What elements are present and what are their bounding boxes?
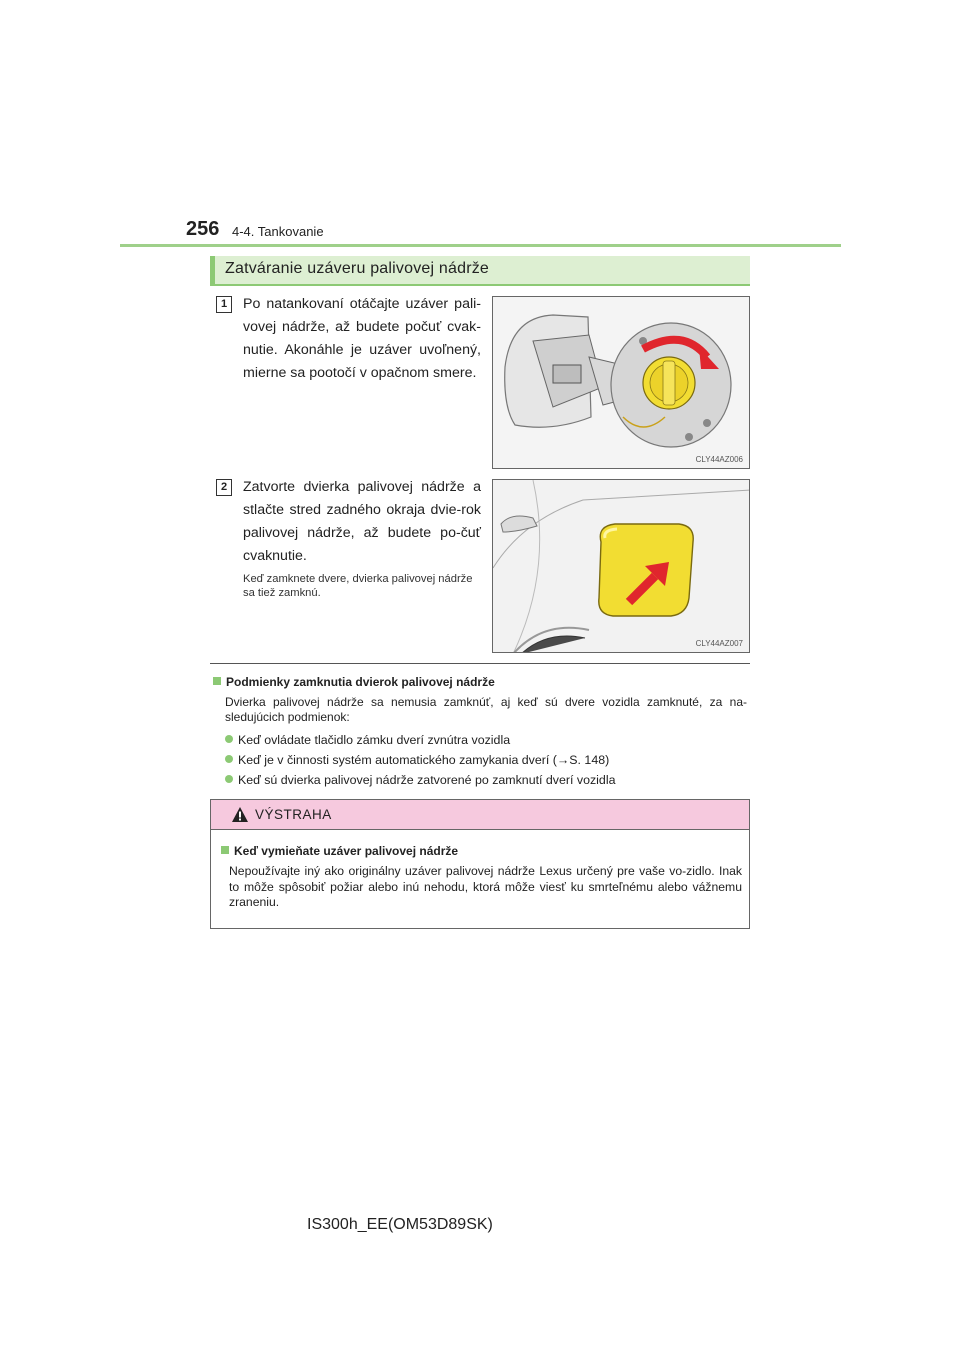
square-bullet-icon [213,677,221,685]
warning-subtitle-text: Keď vymieňate uzáver palivovej nádrže [234,844,459,858]
conditions-title-text: Podmienky zamknutia dvierok palivovej nádrže [226,675,495,689]
warning-triangle-icon [231,806,249,823]
step-2-badge: 2 [216,479,232,496]
conditions-bullet-text: Keď sú dvierka palivovej nádrže zatvorené po zamknutí dverí vozidla [238,773,616,787]
page-number: 256 [186,218,220,240]
conditions-bullet-text: Keď je v činnosti systém automatického zamykania dverí (→S. 148) [238,753,610,767]
conditions-bullet [225,773,615,787]
conditions-bullet-text: Keď ovládate tlačidlo zámku dverí zvnútra vozidla [238,733,511,747]
warning-box [210,799,750,929]
step-1-badge: 1 [216,296,232,313]
section-divider [210,663,750,664]
section-title: Zatváranie uzáveru palivovej nádrže [225,260,490,277]
warning-subtitle [221,844,458,858]
figure-fuel-door-close [492,479,750,653]
figure-2-code: CLY44AZ007 [695,639,743,648]
conditions-title [213,675,495,689]
figure-1-code: CLY44AZ006 [695,455,743,464]
warning-label: VÝSTRAHA [255,807,332,822]
fuel-door-illustration [493,480,750,653]
step-2-note: Keď zamknete dvere, dvierka palivovej nádrže sa tiež zamknú. [243,573,473,599]
figure-fuel-cap-open [492,296,750,469]
step-1-text: Po natankovaní otáčajte uzáver pali-vovej nádrže, až budete počuť cvak-nutie. Akonáhle je uzáver uvoľnený, mierne sa pootočí v opačnom smere. [243,296,481,381]
round-bullet-icon [225,735,233,743]
square-bullet-icon [221,846,229,854]
conditions-bullet [225,733,510,747]
header-rule [120,244,841,247]
step-2-text: Zatvorte dvierka palivovej nádrže a stlačte stred zadného okraja dvie-rok palivovej nádrže, až budete po-čuť cvaknutie. [243,479,481,564]
round-bullet-icon [225,775,233,783]
round-bullet-icon [225,755,233,763]
warning-header [211,800,749,830]
section-header [210,256,750,286]
conditions-bullet [225,753,609,767]
fuel-cap-illustration [493,297,750,469]
footer-model-code: IS300h_EE(OM53D89SK) [307,1216,493,1233]
chapter-title: 4-4. Tankovanie [232,224,324,239]
warning-body: Nepoužívajte iný ako originálny uzáver palivovej nádrže Lexus určený pre vaše vo-zidlo. Inak to môže spôsobiť požiar alebo inú nehodu, ktorá môže viesť ku smrteľnému alebo vážnemu zraneniu. [229,864,742,909]
conditions-body: Dvierka palivovej nádrže sa nemusia zamknúť, aj keď sú dvere vozidla zamknuté, za na-sledujúcich podmienok: [225,695,747,724]
